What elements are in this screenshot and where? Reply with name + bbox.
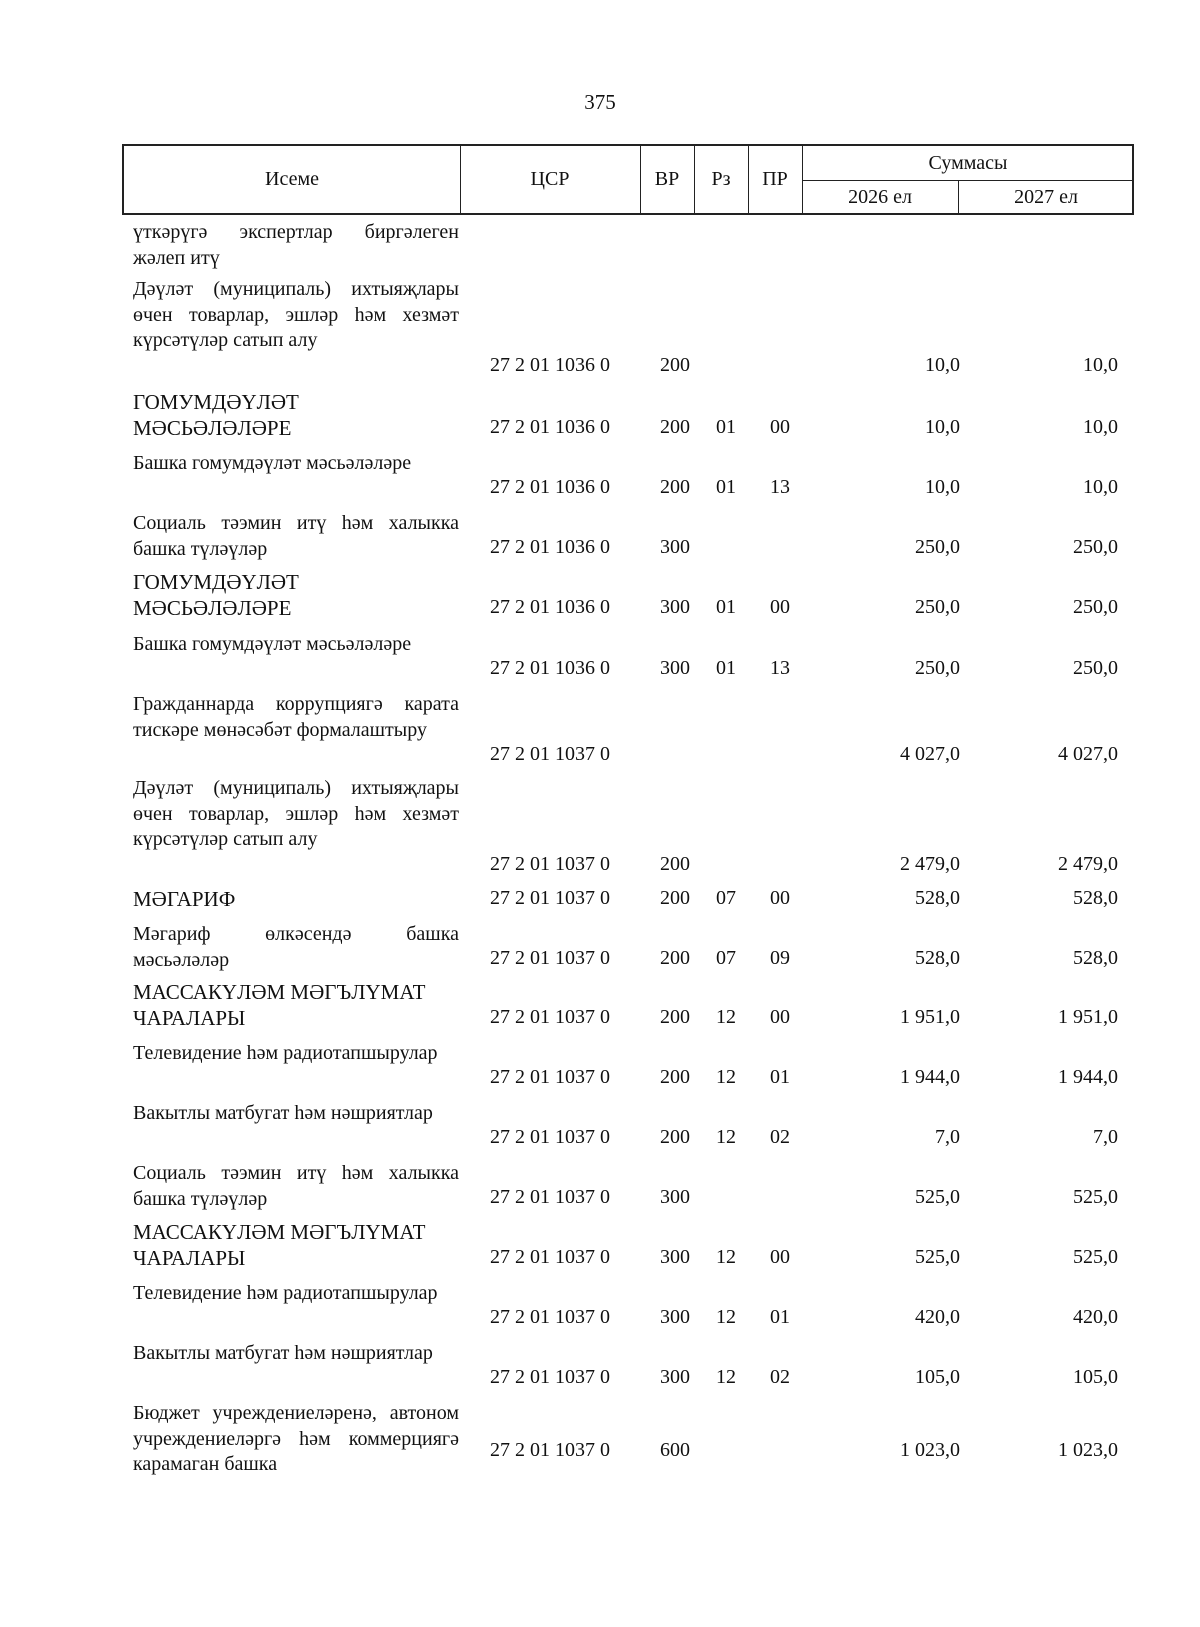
row-csr: 27 2 01 1036 0 [490,596,610,618]
row-rz: 07 [716,947,736,969]
row-csr: 27 2 01 1037 0 [490,743,610,765]
row-sum-2026: 1 023,0 [900,1439,960,1461]
row-pr: 02 [770,1366,790,1388]
row-csr: 27 2 01 1037 0 [490,1439,610,1461]
row-pr: 00 [770,1246,790,1268]
page-number: 375 [584,90,616,114]
row-name: МӘГАРИФ [133,887,236,911]
row-sum-2027: 528,0 [1073,887,1118,909]
row-vr: 300 [660,657,690,679]
row-vr: 200 [660,1066,690,1088]
row-csr: 27 2 01 1037 0 [490,1366,610,1388]
row-name: Мәгариф өлкәсендә башка мәсьәләләр [133,923,459,971]
row-sum-2026: 525,0 [915,1246,960,1268]
row-csr: 27 2 01 1037 0 [490,887,610,909]
row-sum-2027: 250,0 [1073,596,1118,618]
row-pr: 01 [770,1066,790,1088]
row-csr: 27 2 01 1037 0 [490,853,610,875]
row-vr: 200 [660,354,690,376]
row-name: МАССАКҮЛӘМ МӘГЪЛҮМАТ ЧАРАЛАРЫ [133,1220,426,1270]
row-sum-2027: 525,0 [1073,1186,1118,1208]
row-vr: 600 [660,1439,690,1461]
row-vr: 200 [660,476,690,498]
header-year-2027: 2027 ел [1014,186,1078,208]
row-name: Бюджет учреждениеләренә, автоном учреждениеләргә һәм коммерциягә карамаган башка [133,1402,459,1475]
row-sum-2027: 105,0 [1073,1366,1118,1388]
row-pr: 01 [770,1306,790,1328]
row-vr: 300 [660,536,690,558]
header-rz: Рз [711,168,731,190]
header-vr: ВР [654,168,680,190]
row-sum-2026: 250,0 [915,596,960,618]
row-sum-2026: 7,0 [935,1126,960,1148]
row-vr: 200 [660,887,690,909]
row-name: Социаль тәэмин итү һәм халыкка башка түләүләр [133,1162,459,1210]
row-rz: 12 [716,1306,736,1328]
row-pr: 13 [770,657,790,679]
row-name: Вакытлы матбугат һәм нәшриятлар [133,1102,433,1124]
row-name: Башка гомумдәүләт мәсьәләләре [133,633,412,655]
row-sum-2026: 1 951,0 [900,1006,960,1028]
row-pr: 09 [770,947,790,969]
row-rz: 01 [716,476,736,498]
row-sum-2027: 2 479,0 [1058,853,1118,875]
row-rz: 12 [716,1126,736,1148]
row-rz: 01 [716,657,736,679]
row-name: Телевидение һәм радиотапшырулар [133,1282,438,1304]
row-name: ГОМУМДӘҮЛӘТ МӘСЬӘЛӘЛӘРЕ [133,390,299,440]
row-vr: 300 [660,1306,690,1328]
row-pr: 02 [770,1126,790,1148]
row-sum-2026: 105,0 [915,1366,960,1388]
row-csr: 27 2 01 1036 0 [490,536,610,558]
header-name: Исеме [265,168,319,190]
row-csr: 27 2 01 1037 0 [490,1186,610,1208]
row-pr: 13 [770,476,790,498]
row-sum-2026: 10,0 [925,416,960,438]
row-sum-2026: 250,0 [915,536,960,558]
row-name: Социаль тәэмин итү һәм халыкка башка түләүләр [133,512,459,560]
row-name: Вакытлы матбугат һәм нәшриятлар [133,1342,433,1364]
header-pr: ПР [762,168,788,190]
row-sum-2026: 4 027,0 [900,743,960,765]
row-vr: 200 [660,1126,690,1148]
row-csr: 27 2 01 1037 0 [490,1306,610,1328]
row-sum-2027: 250,0 [1073,657,1118,679]
row-vr: 300 [660,596,690,618]
header-csr: ЦСР [530,168,570,190]
row-sum-2026: 420,0 [915,1306,960,1328]
table-header [122,144,1134,215]
row-sum-2027: 1 023,0 [1058,1439,1118,1461]
row-sum-2027: 420,0 [1073,1306,1118,1328]
row-sum-2027: 1 944,0 [1058,1066,1118,1088]
row-sum-2027: 10,0 [1083,476,1118,498]
row-rz: 12 [716,1246,736,1268]
row-name: ГОМУМДӘҮЛӘТ МӘСЬӘЛӘЛӘРЕ [133,570,299,620]
row-vr: 200 [660,947,690,969]
row-sum-2027: 10,0 [1083,354,1118,376]
row-name: Телевидение һәм радиотапшырулар [133,1042,438,1064]
row-name: Дәүләт (муниципаль) ихтыяҗлары өчен товарлар, эшләр һәм хезмәт күрсәтүләр сатып алу [133,278,459,351]
row-csr: 27 2 01 1037 0 [490,1066,610,1088]
row-sum-2026: 10,0 [925,354,960,376]
row-pr: 00 [770,596,790,618]
row-sum-2027: 4 027,0 [1058,743,1118,765]
row-sum-2026: 2 479,0 [900,853,960,875]
row-csr: 27 2 01 1037 0 [490,1246,610,1268]
row-vr: 300 [660,1366,690,1388]
row-vr: 200 [660,416,690,438]
row-pr: 00 [770,1006,790,1028]
row-rz: 07 [716,887,736,909]
row-sum-2026: 528,0 [915,887,960,909]
row-name: Гражданнарда коррупциягә карата тискәре мөнәсәбәт формалаштыру [133,693,459,741]
row-sum-2026: 250,0 [915,657,960,679]
row-csr: 27 2 01 1036 0 [490,657,610,679]
row-csr: 27 2 01 1036 0 [490,476,610,498]
row-vr: 300 [660,1246,690,1268]
row-name: МАССАКҮЛӘМ МӘГЪЛҮМАТ ЧАРАЛАРЫ [133,980,426,1030]
row-csr: 27 2 01 1037 0 [490,947,610,969]
row-name: Дәүләт (муниципаль) ихтыяҗлары өчен товарлар, эшләр һәм хезмәт күрсәтүләр сатып алу [133,777,459,850]
row-rz: 12 [716,1066,736,1088]
row-sum-2027: 7,0 [1093,1126,1118,1148]
row-sum-2026: 528,0 [915,947,960,969]
row-sum-2026: 525,0 [915,1186,960,1208]
row-vr: 200 [660,1006,690,1028]
row-vr: 300 [660,1186,690,1208]
row-sum-2027: 250,0 [1073,536,1118,558]
row-sum-2026: 10,0 [925,476,960,498]
row-csr: 27 2 01 1036 0 [490,416,610,438]
header-sums: Суммасы [928,151,1008,174]
row-name: үткәрүгә экспертлар биргәлеген жәлеп итү [133,221,459,269]
row-rz: 12 [716,1366,736,1388]
row-sum-2026: 1 944,0 [900,1066,960,1088]
row-rz: 12 [716,1006,736,1028]
row-csr: 27 2 01 1036 0 [490,354,610,376]
row-sum-2027: 528,0 [1073,947,1118,969]
header-year-2026: 2026 ел [848,186,912,208]
row-sum-2027: 10,0 [1083,416,1118,438]
row-csr: 27 2 01 1037 0 [490,1006,610,1028]
row-rz: 01 [716,596,736,618]
row-csr: 27 2 01 1037 0 [490,1126,610,1148]
row-pr: 00 [770,416,790,438]
row-vr: 200 [660,853,690,875]
row-name: Башка гомумдәүләт мәсьәләләре [133,452,412,474]
row-pr: 00 [770,887,790,909]
row-rz: 01 [716,416,736,438]
row-sum-2027: 525,0 [1073,1246,1118,1268]
row-sum-2027: 1 951,0 [1058,1006,1118,1028]
